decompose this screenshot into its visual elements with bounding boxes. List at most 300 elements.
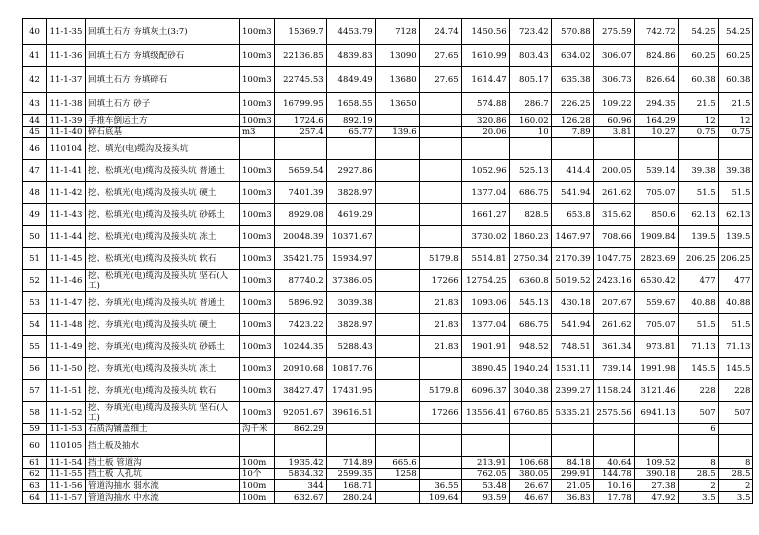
value-cell: 38427.47 <box>274 380 326 402</box>
value-cell: 1377.04 <box>461 182 509 204</box>
value-cell: 145.5 <box>678 358 718 380</box>
value-cell <box>375 292 419 314</box>
quota-code-cell: 11-1-36 <box>47 45 86 67</box>
value-cell: 3.5 <box>718 492 753 504</box>
value-cell: 109.52 <box>634 457 678 469</box>
value-cell: 40.88 <box>678 292 718 314</box>
quota-table <box>22 18 753 504</box>
value-cell <box>375 480 419 492</box>
value-cell: 62.13 <box>718 204 753 226</box>
value-cell <box>678 435 718 457</box>
quota-code-cell: 11-1-53 <box>47 424 86 435</box>
value-cell: 705.07 <box>634 314 678 336</box>
row-number-cell: 64 <box>23 492 47 504</box>
value-cell: 828.5 <box>509 204 551 226</box>
value-cell <box>419 358 461 380</box>
value-cell: 2823.69 <box>634 248 678 270</box>
table-row <box>23 182 753 204</box>
value-cell <box>419 226 461 248</box>
unit-cell: 100m3 <box>240 19 275 45</box>
value-cell: 21.83 <box>419 314 461 336</box>
value-cell: 164.29 <box>634 115 678 127</box>
value-cell: 54.25 <box>678 19 718 45</box>
value-cell <box>419 204 461 226</box>
value-cell <box>375 380 419 402</box>
value-cell: 3.81 <box>593 127 634 138</box>
table-row <box>23 226 753 248</box>
item-name-cell: 挡土板 管道沟 <box>86 457 240 469</box>
quota-code-cell: 11-1-45 <box>47 248 86 270</box>
table-row <box>23 19 753 45</box>
unit-cell: 100m3 <box>240 248 275 270</box>
value-cell: 12754.25 <box>461 270 509 292</box>
value-cell: 7128 <box>375 19 419 45</box>
value-cell: 0.75 <box>718 127 753 138</box>
value-cell: 361.34 <box>593 336 634 358</box>
table-row <box>23 204 753 226</box>
value-cell: 1940.24 <box>509 358 551 380</box>
value-cell: 13650 <box>375 93 419 115</box>
value-cell: 3040.38 <box>509 380 551 402</box>
value-cell: 0.75 <box>678 127 718 138</box>
item-name-cell: 挖、松填光(电)缆沟及接头坑 硬土 <box>86 182 240 204</box>
unit-cell: 100m3 <box>240 115 275 127</box>
value-cell <box>326 138 375 160</box>
item-name-cell: 挖、夯填光(电)缆沟及接头坑 坚石(人工) <box>86 402 240 424</box>
value-cell: 37386.05 <box>326 270 375 292</box>
value-cell: 17.78 <box>593 492 634 504</box>
item-name-cell: 回填土石方 夯填级配砂石 <box>86 45 240 67</box>
item-name-cell: 挖、夯填光(电)缆沟及接头坑 冻土 <box>86 358 240 380</box>
value-cell: 139.5 <box>678 226 718 248</box>
row-number-cell: 57 <box>23 380 47 402</box>
value-cell: 109.64 <box>419 492 461 504</box>
unit-cell <box>240 435 275 457</box>
value-cell: 306.73 <box>593 67 634 93</box>
item-name-cell: 挖、松填光(电)缆沟及接头坑 软石 <box>86 248 240 270</box>
item-name-cell: 回填土石方 夯填灰土(3:7) <box>86 19 240 45</box>
value-cell: 8 <box>678 457 718 469</box>
value-cell: 21.05 <box>551 480 593 492</box>
value-cell <box>419 115 461 127</box>
value-cell: 299.91 <box>551 469 593 480</box>
value-cell: 200.05 <box>593 160 634 182</box>
value-cell: 541.94 <box>551 314 593 336</box>
unit-cell: 100m3 <box>240 314 275 336</box>
value-cell: 226.25 <box>551 93 593 115</box>
value-cell: 4839.83 <box>326 45 375 67</box>
value-cell: 84.18 <box>551 457 593 469</box>
value-cell: 1377.04 <box>461 314 509 336</box>
value-cell <box>419 93 461 115</box>
unit-cell: 100m3 <box>240 45 275 67</box>
quota-code-cell: 11-1-47 <box>47 292 86 314</box>
value-cell: 20910.68 <box>274 358 326 380</box>
row-number-cell: 50 <box>23 226 47 248</box>
value-cell: 36.55 <box>419 480 461 492</box>
value-cell: 3730.02 <box>461 226 509 248</box>
value-cell <box>461 138 509 160</box>
item-name-cell: 回填土石方 夯填碎石 <box>86 67 240 93</box>
value-cell: 60.38 <box>718 67 753 93</box>
value-cell: 13680 <box>375 67 419 93</box>
value-cell: 40.88 <box>718 292 753 314</box>
table-body <box>23 19 753 504</box>
value-cell: 47.92 <box>634 492 678 504</box>
value-cell: 6096.37 <box>461 380 509 402</box>
value-cell: 168.71 <box>326 480 375 492</box>
value-cell: 286.7 <box>509 93 551 115</box>
value-cell: 1450.56 <box>461 19 509 45</box>
value-cell: 390.18 <box>634 469 678 480</box>
value-cell: 39.38 <box>678 160 718 182</box>
value-cell: 27.65 <box>419 67 461 93</box>
value-cell: 10.27 <box>634 127 678 138</box>
value-cell: 714.89 <box>326 457 375 469</box>
item-name-cell: 挡土板 人孔坑 <box>86 469 240 480</box>
value-cell: 8 <box>718 457 753 469</box>
value-cell: 3828.97 <box>326 314 375 336</box>
value-cell <box>326 424 375 435</box>
table-row <box>23 45 753 67</box>
item-name-cell: 碎石底基 <box>86 127 240 138</box>
item-name-cell: 挖、松填光(电)缆沟及接头坑 砂砾土 <box>86 204 240 226</box>
value-cell: 139.5 <box>718 226 753 248</box>
row-number-cell: 41 <box>23 45 47 67</box>
value-cell <box>593 138 634 160</box>
quota-code-cell: 11-1-44 <box>47 226 86 248</box>
value-cell <box>375 435 419 457</box>
value-cell: 973.81 <box>634 336 678 358</box>
quota-code-cell: 11-1-40 <box>47 127 86 138</box>
value-cell <box>461 435 509 457</box>
value-cell: 2750.34 <box>509 248 551 270</box>
value-cell: 2 <box>718 480 753 492</box>
quota-code-cell: 11-1-52 <box>47 402 86 424</box>
value-cell: 653.8 <box>551 204 593 226</box>
value-cell <box>375 160 419 182</box>
value-cell: 541.94 <box>551 182 593 204</box>
table-row <box>23 115 753 127</box>
value-cell: 60.38 <box>678 67 718 93</box>
value-cell: 15934.97 <box>326 248 375 270</box>
value-cell: 21.83 <box>419 336 461 358</box>
value-cell: 6530.42 <box>634 270 678 292</box>
item-name-cell: 石质沟铺盖细土 <box>86 424 240 435</box>
table-row <box>23 67 753 93</box>
value-cell: 5659.54 <box>274 160 326 182</box>
value-cell: 92051.67 <box>274 402 326 424</box>
value-cell: 5179.8 <box>419 380 461 402</box>
value-cell: 803.43 <box>509 45 551 67</box>
row-number-cell: 49 <box>23 204 47 226</box>
table-row <box>23 480 753 492</box>
value-cell: 892.19 <box>326 115 375 127</box>
value-cell <box>375 115 419 127</box>
value-cell: 824.86 <box>634 45 678 67</box>
value-cell: 539.14 <box>634 160 678 182</box>
value-cell: 10371.67 <box>326 226 375 248</box>
value-cell: 228 <box>718 380 753 402</box>
value-cell: 1935.42 <box>274 457 326 469</box>
item-name-cell: 手推车倒运土方 <box>86 115 240 127</box>
row-number-cell: 54 <box>23 314 47 336</box>
table-row <box>23 270 753 292</box>
value-cell: 5179.8 <box>419 248 461 270</box>
item-name-cell: 挖、夯填光(电)缆沟及接头坑 软石 <box>86 380 240 402</box>
row-number-cell: 43 <box>23 93 47 115</box>
value-cell <box>419 160 461 182</box>
value-cell: 5335.21 <box>551 402 593 424</box>
value-cell: 2170.39 <box>551 248 593 270</box>
value-cell: 665.6 <box>375 457 419 469</box>
value-cell: 21.83 <box>419 292 461 314</box>
item-name-cell: 回填土石方 砂子 <box>86 93 240 115</box>
unit-cell: 100m <box>240 480 275 492</box>
value-cell: 71.13 <box>678 336 718 358</box>
value-cell: 280.24 <box>326 492 375 504</box>
value-cell <box>419 469 461 480</box>
value-cell: 739.14 <box>593 358 634 380</box>
item-name-cell: 挖、夯填光(电)缆沟及接头坑 砂砾土 <box>86 336 240 358</box>
value-cell <box>274 138 326 160</box>
value-cell <box>419 435 461 457</box>
unit-cell: 100m3 <box>240 402 275 424</box>
value-cell: 27.38 <box>634 480 678 492</box>
value-cell: 1901.91 <box>461 336 509 358</box>
value-cell <box>419 457 461 469</box>
item-name-cell: 挖、夯填光(电)缆沟及接头坑 硬土 <box>86 314 240 336</box>
value-cell: 1724.6 <box>274 115 326 127</box>
quota-code-cell: 11-1-49 <box>47 336 86 358</box>
value-cell: 12 <box>718 115 753 127</box>
value-cell: 12 <box>678 115 718 127</box>
value-cell: 51.5 <box>718 314 753 336</box>
table-row <box>23 424 753 435</box>
table-row <box>23 160 753 182</box>
value-cell: 805.17 <box>509 67 551 93</box>
value-cell: 26.67 <box>509 480 551 492</box>
value-cell: 414.4 <box>551 160 593 182</box>
table-row <box>23 127 753 138</box>
quota-code-cell: 11-1-38 <box>47 93 86 115</box>
value-cell <box>375 402 419 424</box>
value-cell <box>375 424 419 435</box>
value-cell: 21.5 <box>718 93 753 115</box>
value-cell: 21.5 <box>678 93 718 115</box>
value-cell: 27.65 <box>419 45 461 67</box>
value-cell: 570.88 <box>551 19 593 45</box>
value-cell: 5288.43 <box>326 336 375 358</box>
unit-cell: m3 <box>240 127 275 138</box>
row-number-cell: 51 <box>23 248 47 270</box>
value-cell: 106.68 <box>509 457 551 469</box>
row-number-cell: 44 <box>23 115 47 127</box>
unit-cell: 100m3 <box>240 182 275 204</box>
row-number-cell: 60 <box>23 435 47 457</box>
value-cell: 17431.95 <box>326 380 375 402</box>
table-row <box>23 292 753 314</box>
value-cell: 17266 <box>419 402 461 424</box>
value-cell: 10244.35 <box>274 336 326 358</box>
value-cell: 1614.47 <box>461 67 509 93</box>
value-cell: 53.48 <box>461 480 509 492</box>
value-cell: 275.59 <box>593 19 634 45</box>
value-cell: 1991.98 <box>634 358 678 380</box>
value-cell: 46.67 <box>509 492 551 504</box>
value-cell: 109.22 <box>593 93 634 115</box>
value-cell: 708.66 <box>593 226 634 248</box>
unit-cell: 100m3 <box>240 292 275 314</box>
row-number-cell: 45 <box>23 127 47 138</box>
value-cell: 213.91 <box>461 457 509 469</box>
quota-code-cell: 110104 <box>47 138 86 160</box>
unit-cell: 100m <box>240 457 275 469</box>
value-cell <box>593 435 634 457</box>
quota-code-cell: 11-1-54 <box>47 457 86 469</box>
table-row <box>23 469 753 480</box>
quota-code-cell: 11-1-46 <box>47 270 86 292</box>
value-cell <box>419 138 461 160</box>
value-cell: 705.07 <box>634 182 678 204</box>
value-cell: 4849.49 <box>326 67 375 93</box>
value-cell: 3121.46 <box>634 380 678 402</box>
quota-code-cell: 11-1-56 <box>47 480 86 492</box>
table-row <box>23 402 753 424</box>
value-cell: 686.75 <box>509 314 551 336</box>
value-cell: 380.05 <box>509 469 551 480</box>
unit-cell: 100m3 <box>240 270 275 292</box>
value-cell: 2 <box>678 480 718 492</box>
value-cell <box>375 204 419 226</box>
value-cell: 62.13 <box>678 204 718 226</box>
quota-code-cell: 11-1-43 <box>47 204 86 226</box>
value-cell <box>678 138 718 160</box>
value-cell: 13090 <box>375 45 419 67</box>
value-cell: 507 <box>678 402 718 424</box>
value-cell <box>419 127 461 138</box>
value-cell: 160.02 <box>509 115 551 127</box>
table-row <box>23 457 753 469</box>
value-cell: 7423.22 <box>274 314 326 336</box>
value-cell: 207.67 <box>593 292 634 314</box>
value-cell <box>375 270 419 292</box>
value-cell: 261.62 <box>593 314 634 336</box>
value-cell <box>551 424 593 435</box>
value-cell: 6 <box>678 424 718 435</box>
value-cell: 1860.23 <box>509 226 551 248</box>
value-cell: 10.16 <box>593 480 634 492</box>
value-cell: 1909.84 <box>634 226 678 248</box>
value-cell: 762.05 <box>461 469 509 480</box>
table-row <box>23 380 753 402</box>
value-cell: 228 <box>678 380 718 402</box>
quota-code-cell: 11-1-42 <box>47 182 86 204</box>
value-cell: 3.5 <box>678 492 718 504</box>
unit-cell: 沟千米 <box>240 424 275 435</box>
quota-code-cell: 11-1-57 <box>47 492 86 504</box>
value-cell: 65.77 <box>326 127 375 138</box>
value-cell: 51.5 <box>718 182 753 204</box>
unit-cell: 100m3 <box>240 380 275 402</box>
unit-cell: 100m3 <box>240 160 275 182</box>
value-cell <box>419 424 461 435</box>
value-cell: 28.5 <box>678 469 718 480</box>
value-cell: 7401.39 <box>274 182 326 204</box>
value-cell: 5019.52 <box>551 270 593 292</box>
value-cell: 344 <box>274 480 326 492</box>
value-cell: 40.64 <box>593 457 634 469</box>
value-cell <box>375 336 419 358</box>
value-cell: 3039.38 <box>326 292 375 314</box>
value-cell: 54.25 <box>718 19 753 45</box>
value-cell: 87740.2 <box>274 270 326 292</box>
value-cell: 525.13 <box>509 160 551 182</box>
value-cell: 51.5 <box>678 182 718 204</box>
value-cell <box>274 435 326 457</box>
row-number-cell: 58 <box>23 402 47 424</box>
value-cell: 1158.24 <box>593 380 634 402</box>
value-cell: 5514.81 <box>461 248 509 270</box>
value-cell: 1467.97 <box>551 226 593 248</box>
value-cell: 3828.97 <box>326 182 375 204</box>
row-number-cell: 48 <box>23 182 47 204</box>
value-cell <box>509 435 551 457</box>
quota-code-cell: 110105 <box>47 435 86 457</box>
value-cell: 4619.29 <box>326 204 375 226</box>
unit-cell: 100m3 <box>240 226 275 248</box>
value-cell <box>461 424 509 435</box>
value-cell: 850.6 <box>634 204 678 226</box>
value-cell: 862.29 <box>274 424 326 435</box>
value-cell: 13556.41 <box>461 402 509 424</box>
value-cell: 948.52 <box>509 336 551 358</box>
table-row <box>23 138 753 160</box>
value-cell: 22745.53 <box>274 67 326 93</box>
quota-code-cell: 11-1-48 <box>47 314 86 336</box>
value-cell: 634.02 <box>551 45 593 67</box>
item-name-cell: 挖、夯填光(电)缆沟及接头坑 普通土 <box>86 292 240 314</box>
value-cell: 28.5 <box>718 469 753 480</box>
value-cell: 1658.55 <box>326 93 375 115</box>
table-row <box>23 492 753 504</box>
value-cell <box>326 435 375 457</box>
value-cell: 2575.56 <box>593 402 634 424</box>
value-cell: 686.75 <box>509 182 551 204</box>
unit-cell: 100m <box>240 492 275 504</box>
value-cell: 2423.16 <box>593 270 634 292</box>
value-cell: 4453.79 <box>326 19 375 45</box>
value-cell: 10817.76 <box>326 358 375 380</box>
value-cell: 723.42 <box>509 19 551 45</box>
value-cell: 93.59 <box>461 492 509 504</box>
value-cell: 39616.51 <box>326 402 375 424</box>
value-cell: 2399.27 <box>551 380 593 402</box>
value-cell: 545.13 <box>509 292 551 314</box>
value-cell <box>551 138 593 160</box>
value-cell: 15369.7 <box>274 19 326 45</box>
value-cell: 306.07 <box>593 45 634 67</box>
value-cell: 257.4 <box>274 127 326 138</box>
value-cell: 559.67 <box>634 292 678 314</box>
value-cell: 748.51 <box>551 336 593 358</box>
item-name-cell: 挖、松填光(电)缆沟及接头坑 普通土 <box>86 160 240 182</box>
row-number-cell: 46 <box>23 138 47 160</box>
quota-code-cell: 11-1-41 <box>47 160 86 182</box>
value-cell: 8929.08 <box>274 204 326 226</box>
value-cell: 139.6 <box>375 127 419 138</box>
row-number-cell: 61 <box>23 457 47 469</box>
